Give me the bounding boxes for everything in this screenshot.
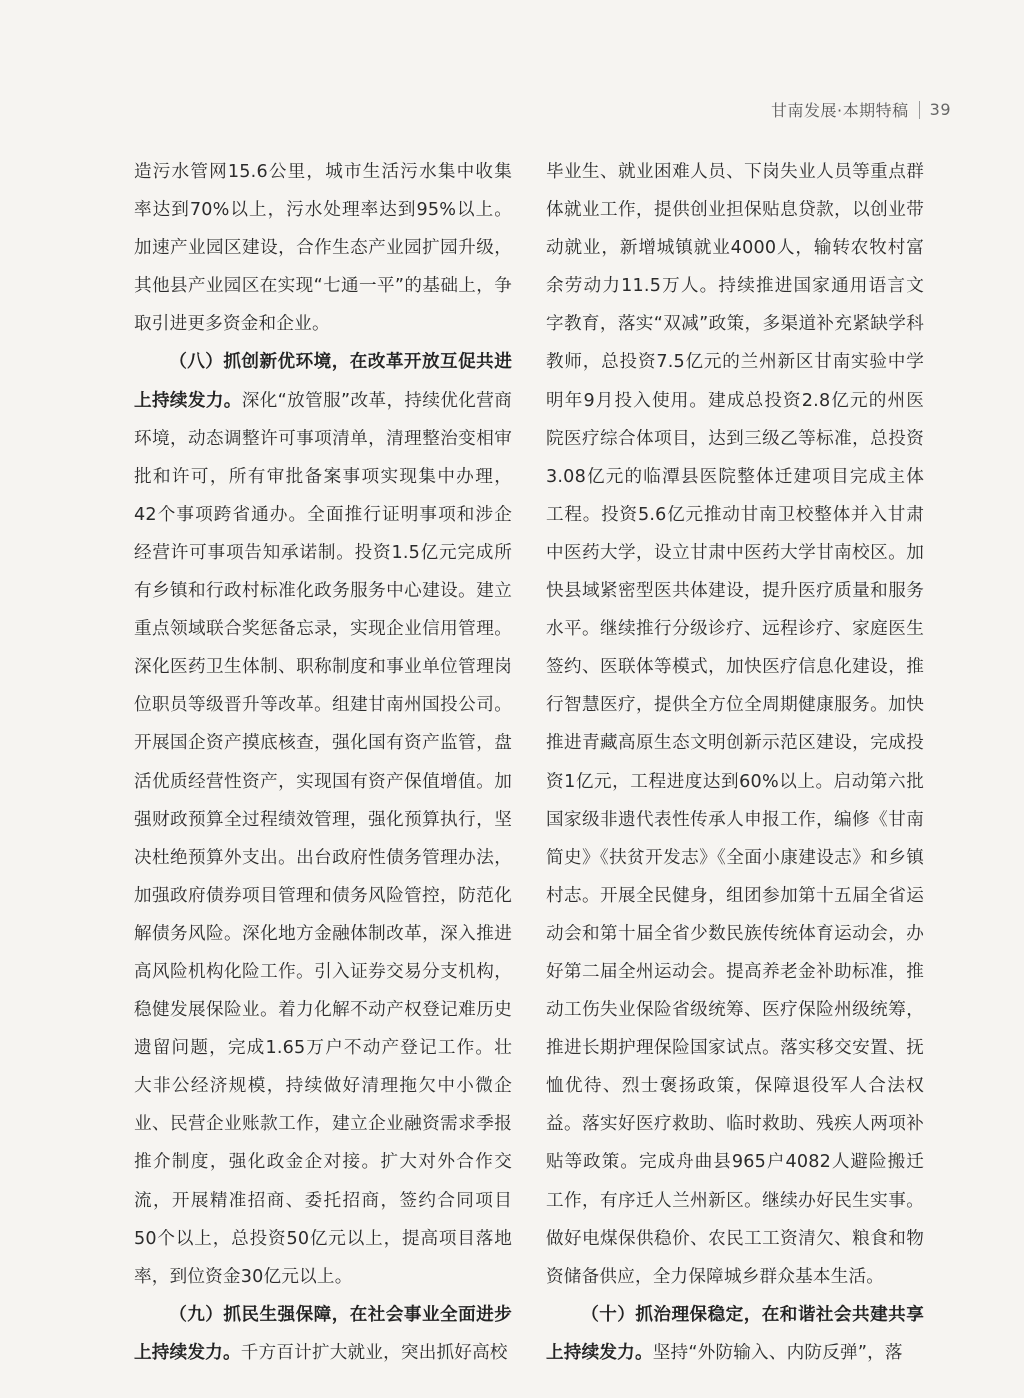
paragraph-text: 深化“放管服”改革，持续优化营商环境，动态调整许可事项清单，清理整治变相审批和许可，所有审批备案事项实现集中办理，42个事项跨省通办。全面推行证明事项和涉企经营许可事项告知承诺制。投资1.5亿元完成所有乡镇和行政村标准化政务服务中心建设。建立重点领域联合奖惩备忘录，实现企业信用管理。深化医药卫生体制、职称制度和事业单位管理岗位职员等级晋升等改革。组建甘南州国投公司。开展国企资产摸底核查，强化国有资产监管，盘活优质经营性资产，实现国有资产保值增值。加强财政预算全过程绩效管理，强化预算执行，坚决杜绝预算外支出。出台政府性债务管理办法，加强政府债券项目管理和债务风险管控，防范化解债务风险。深化地方金融体制改革，深入推进高风险机构化险工作。引入证券交易分支机构，稳健发展保险业。着力化解不动产权登记难历史遗留问题，完成1.65万户不动产登记工作。壮大非公经济规模，持续做好清理拖欠中小微企业、民营企业账款工作，建立企业融资需求季报推介制度，强化政金企对接。扩大对外合作交流，开展精准招商、委托招商，签约合同项目50个以上，总投资50亿元以上，提高项目落地率，到位资金30亿元以上。 [134,390,512,1287]
paragraph-continued [546,153,924,1296]
right-column [546,153,924,1363]
left-column [134,153,512,1363]
section-heading: （八）抓创新优环境，在改革开放互促共进上持续发力。 [134,352,512,411]
paragraph-continued [134,153,512,343]
paragraph-text: 毕业生、就业困难人员、下岗失业人员等重点群体就业工作，提供创业担保贴息贷款，以创业带动就业，新增城镇就业4000人，输转农牧村富余劳动力11.5万人。持续推进国家通用语言文字教育，落实“双减”政策，多渠道补充紧缺学科教师，总投资7.5亿元的兰州新区甘南实验中学明年9月投入使用。建成总投资2.8亿元的州医院医疗综合体项目，达到三级乙等标准，总投资3.08亿元的临潭县医院整体迁建项目完成主体工程。投资5.6亿元推动甘南卫校整体并入甘肃中医药大学，设立甘肃中医药大学甘南校区。加快县域紧密型医共体建设，提升医疗质量和服务水平。继续推行分级诊疗、远程诊疗、家庭医生签约、医联体等模式，加快医疗信息化建设，推行智慧医疗，提供全方位全周期健康服务。加快推进青藏高原生态文明创新示范区建设，完成投资1亿元，工程进度达到60%以上。启动第六批国家级非遗代表性传承人申报工作，编修《甘南简史》《扶贫开发志》《全面小康建设志》和乡镇村志。开展全民健身，组团参加第十五届全省运动会和第十届全省少数民族传统体育运动会，办好第二届全州运动会。提高养老金补助标准，推动工伤失业保险省级统筹、医疗保险州级统筹，推进长期护理保险国家试点。落实移交安置、抚恤优待、烈士褒扬政策，保障退役军人合法权益。落实好医疗救助、临时救助、残疾人两项补贴等政策。完成舟曲县965户4082人避险搬迁工作，有序迁人兰州新区。继续办好民生实事。做好电煤保供稳价、农民工工资清欠、粮食和物资储备供应，全力保障城乡群众基本生活。 [546,162,924,1287]
paragraph-text: 坚持“外防输入、内防反弹”，落 [652,1342,903,1363]
section-heading: （九）抓民生强保障，在社会事业全面进步上持续发力。 [134,1304,512,1363]
section-heading: （十）抓治理保稳定，在和谐社会共建共享上持续发力。 [546,1304,924,1363]
section-title: 甘南发展·本期特稿 [771,101,909,120]
paragraph-section-10 [546,1296,924,1372]
paragraph-text: 造污水管网15.6公里，城市生活污水集中收集率达到70%以上，污水处理率达到95%以上。加速产业园区建设，合作生态产业园扩园升级，其他县产业园区在实现“七通一平”的基础上，争取引进更多资金和企业。 [134,162,512,335]
page-number: 39 [929,100,951,119]
paragraph-section-9 [134,1296,512,1372]
paragraph-text: 千方百计扩大就业，突出抓好高校 [240,1342,508,1363]
page-header [771,98,951,121]
header-divider [919,101,920,119]
paragraph-section-8 [134,343,512,1295]
